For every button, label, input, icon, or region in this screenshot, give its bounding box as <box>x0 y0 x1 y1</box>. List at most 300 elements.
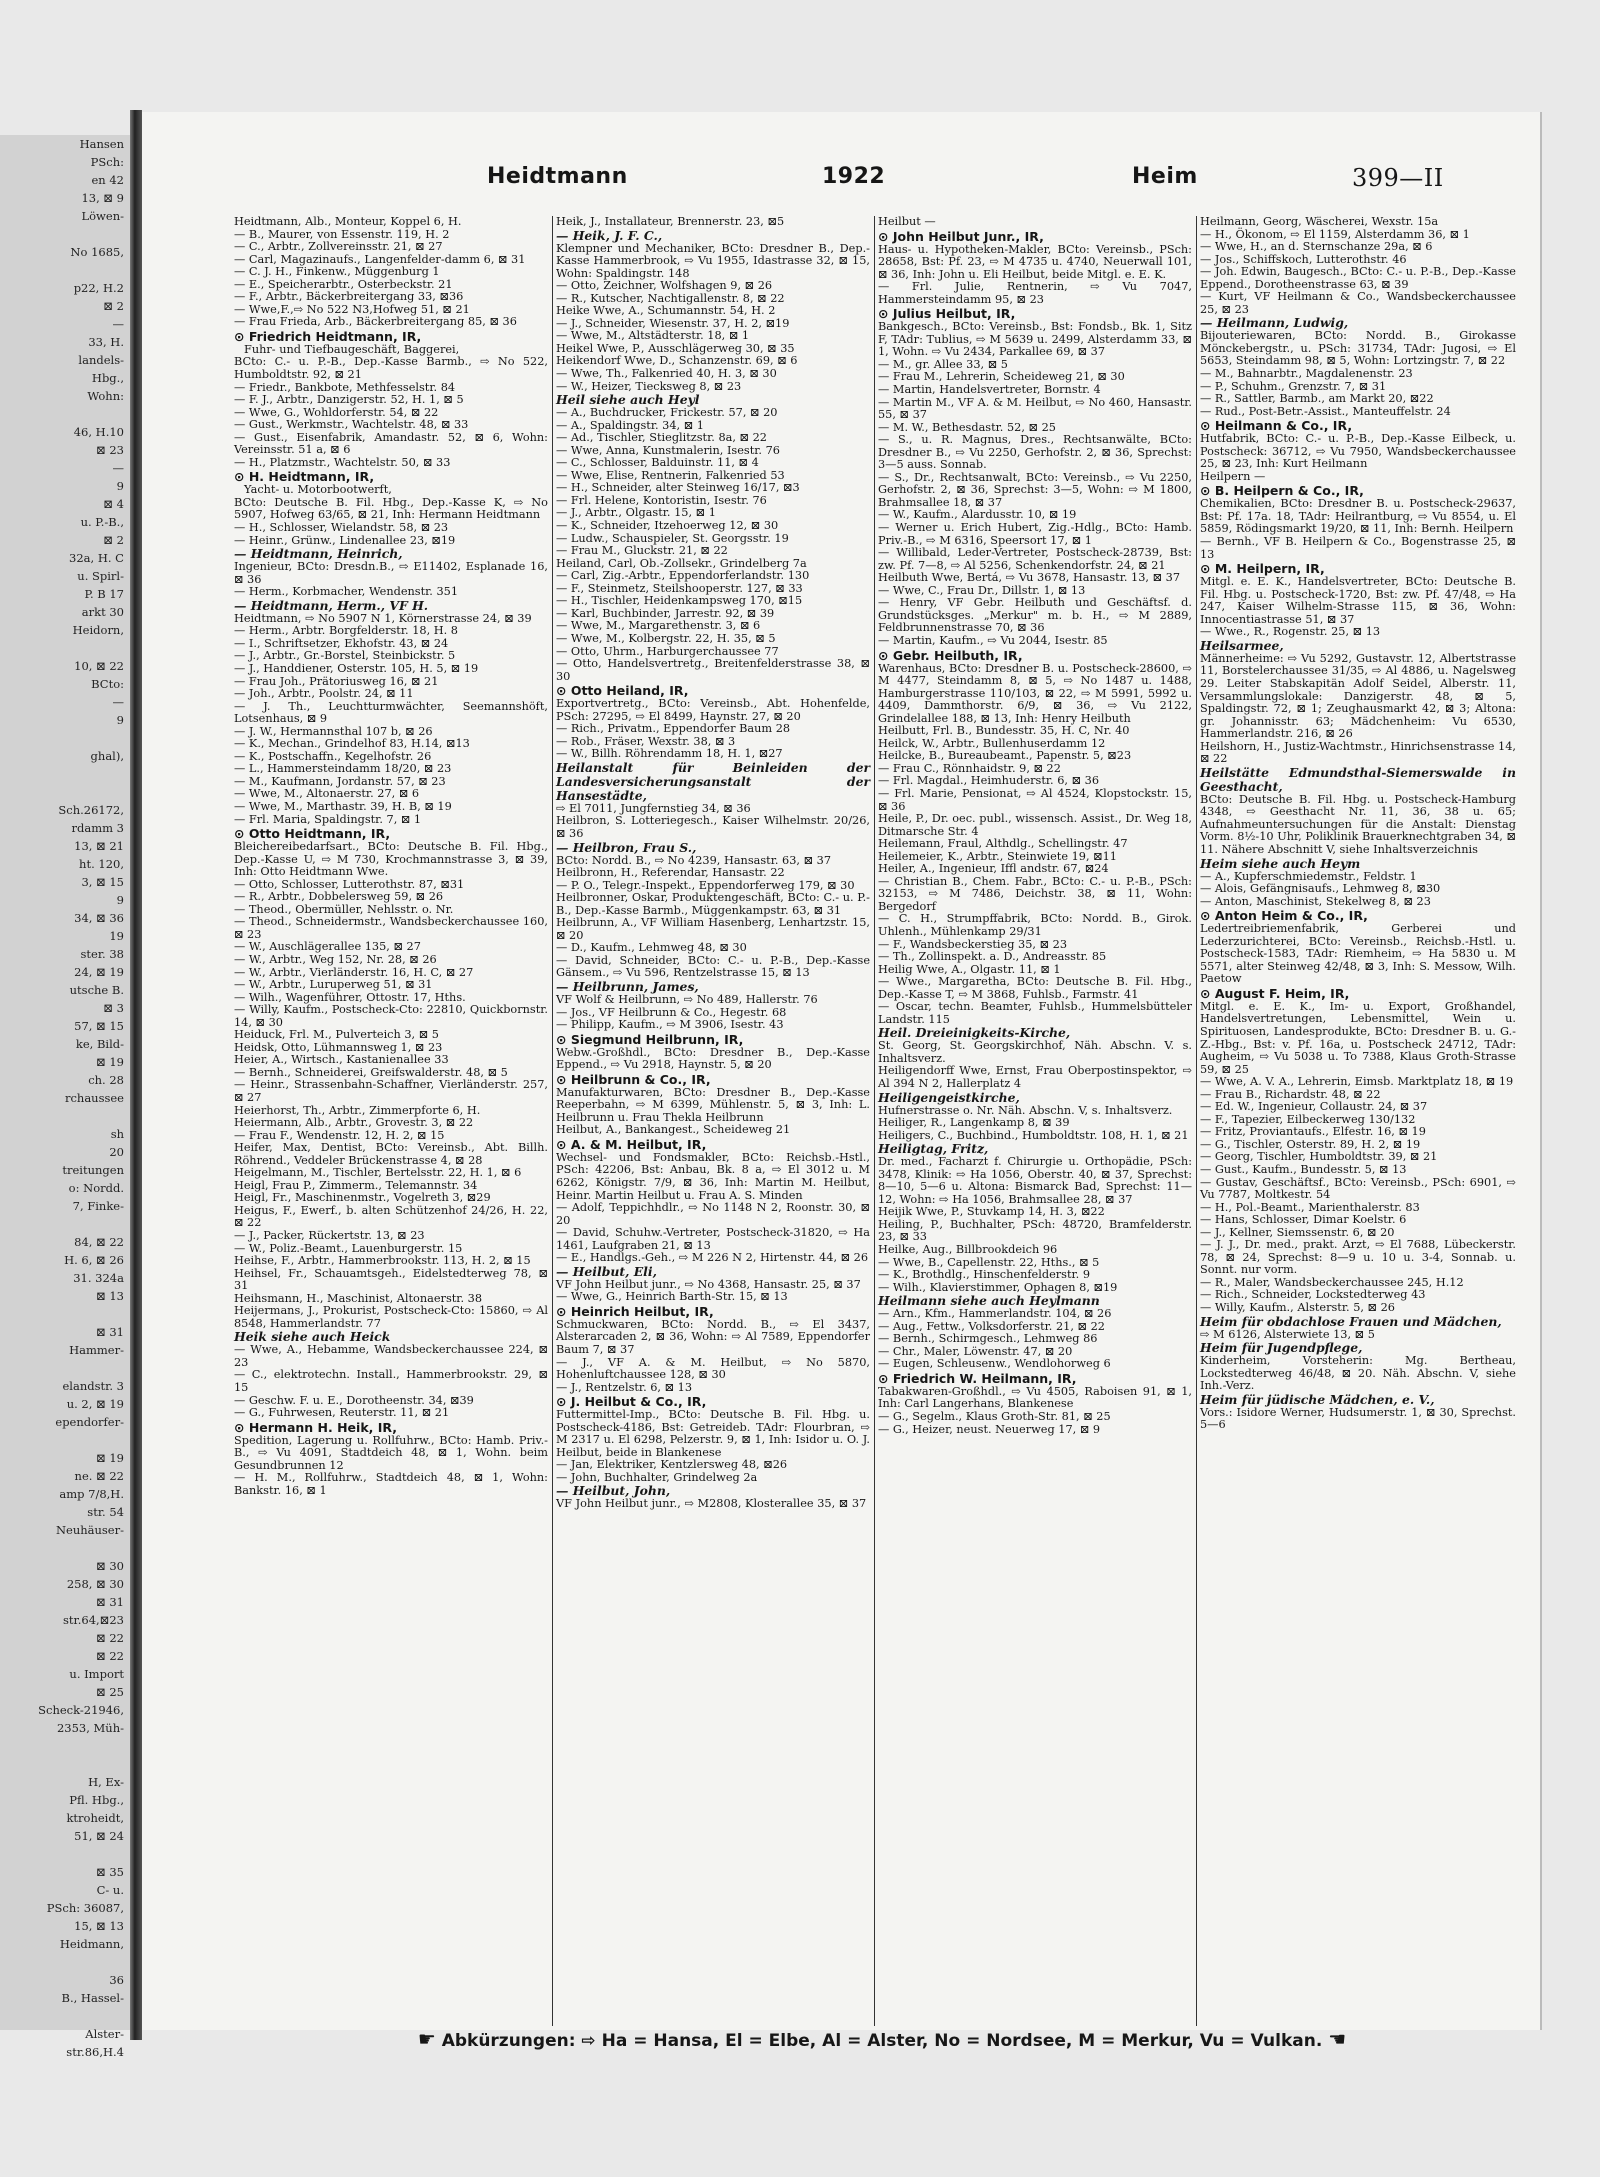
left-page-fragment: H. 6, ⊠ 26 <box>64 1253 124 1267</box>
directory-entry: — Rich., Schneider, Lockstedterweg 43 <box>1200 1288 1426 1302</box>
directory-entry: Haus- u. Hypotheken-Makler, BCto: Vereinsb., PSch: 28658, Bst: Pf. 23, ⇨ M 4735 u. 4740, Neuerwall 101, ⊠ 36, Inh: John u. Eli Heilbut, beide Mitgl. e. E. K. <box>878 242 1192 281</box>
left-page-fragment: Hansen <box>79 137 124 151</box>
directory-entry: — Ad., Tischler, Stieglitzstr. 8a, ⊠ 22 <box>556 431 767 445</box>
directory-entry: ⇨ M 6126, Alsterwiete 13, ⊠ 5 <box>1200 1327 1375 1341</box>
left-page-fragment: 33, H. <box>88 335 124 349</box>
directory-entry: — J., Kellner, Siemssenstr. 6, ⊠ 20 <box>1200 1225 1395 1239</box>
highlighted-entry: — Heilmann, Ludwig, <box>1200 315 1349 331</box>
directory-entry: — P., Schuhm., Grenzstr. 7, ⊠ 31 <box>1200 379 1387 393</box>
left-page-fragment: landels- <box>78 353 124 367</box>
left-page-fragment: H, Ex- <box>88 1775 124 1789</box>
directory-entry: Heifer, Max, Dentist, BCto: Vereinsb., Abt. Billh. Röhrend., Veddeler Brückenstrasse 4, ⊠ 28 <box>234 1141 548 1167</box>
left-page-fragment: utsche B. <box>69 983 124 997</box>
directory-entry: — Rob., Fräser, Wexstr. 38, ⊠ 3 <box>556 734 736 748</box>
highlighted-entry: Heiligengeistkirche, <box>878 1089 1020 1105</box>
left-page-fragment: ⊠ 23 <box>96 443 124 457</box>
directory-entry: — E., Handlgs.-Geh., ⇨ M 226 N 2, Hirtenstr. 44, ⊠ 26 <box>556 1251 869 1265</box>
column-3 <box>874 216 1196 2026</box>
left-page-fragment: PSch: <box>90 155 124 169</box>
directory-entry: — C. J. H., Finkenw., Müggenburg 1 <box>234 265 440 279</box>
directory-entry: Heilbronn, H., Referendar, Hansastr. 22 <box>556 866 785 880</box>
directory-entry: Heidsk, Otto, Lühmannsweg 1, ⊠ 23 <box>234 1040 443 1054</box>
left-page-fragment: BCto: <box>91 677 124 691</box>
directory-entry: — C., elektrotechn. Install., Hammerbrookstr. 29, ⊠ 15 <box>234 1368 548 1395</box>
directory-entry: — A., Kupferschmiedemstr., Feldstr. 1 <box>1200 869 1417 883</box>
directory-entry: — W., Arbtr., Vierländerstr. 16, H. C, ⊠ 27 <box>234 965 474 979</box>
directory-entry: — Jos., Schiffskoch, Lutterothstr. 46 <box>1200 252 1407 266</box>
directory-entry: — S., Dr., Rechtsanwalt, BCto: Vereinsb., ⇨ Vu 2250, Gerhofstr. 2, ⊠ 36, Sprechst: 3—5, Wohn: ⇨ M 1800, Brahmsallee 18, ⊠ 37 <box>878 470 1192 509</box>
left-page-fragment: ktroheidt, <box>66 1811 124 1825</box>
directory-entry: — M., Kaufmann, Jordanstr. 57, ⊠ 23 <box>234 774 446 788</box>
header-year: 1922 <box>822 164 886 189</box>
directory-entry: — H. M., Rollfuhrw., Stadtdeich 48, ⊠ 1, Wohn: Bankstr. 16, ⊠ 1 <box>234 1471 548 1497</box>
directory-entry: BCto: Deutsche B. Fil. Hbg., Dep.-Kasse K, ⇨ No 5907, Hofweg 63/65, ⊠ 21, Inh: Hermann Heidtmann <box>234 495 548 522</box>
directory-page <box>142 112 1540 2051</box>
directory-entry: — W., Heizer, Tiecksweg 8, ⊠ 23 <box>556 379 742 393</box>
directory-entry: Klempner und Mechaniker, BCto: Dresdner B., Dep.-Kasse Hammerbrook, ⇨ Vu 1955, Idastrasse 32, ⊠ 15, Wohn: Spaldingstr. 148 <box>556 241 870 280</box>
directory-entry: — W., Arbtr., Weg 152, Nr. 28, ⊠ 26 <box>234 952 437 966</box>
directory-entry: Heiligers, C., Buchbind., Humboldtstr. 108, H. 1, ⊠ 21 <box>878 1128 1189 1142</box>
directory-entry: Heilbron, S. Lotteriegesch., Kaiser Wilhelmstr. 20/26, ⊠ 36 <box>556 814 870 840</box>
pointing-hand-icon: ☛ <box>417 2027 436 2051</box>
book-gutter <box>130 110 142 2040</box>
directory-entry: — Theod., Obermüller, Nehlsstr. o. Nr. <box>234 902 454 916</box>
left-page-fragment <box>0 1737 130 1755</box>
left-page-fragment <box>0 405 130 423</box>
directory-entry: — Wwe, Anna, Kunstmalerin, Isestr. 76 <box>556 443 780 457</box>
directory-entry: — W., Kaufm., Alardusstr. 10, ⊠ 19 <box>878 508 1077 522</box>
directory-entry: — Henry, VF Gebr. Heilbuth und Geschäftsf. d. Grundstücksges. „Merkur" m. b. H., ⇨ M 2889, Feldbrunnenstrasse 70, ⊠ 36 <box>878 596 1192 635</box>
left-page-fragment: 36 <box>109 1973 124 1987</box>
firm-heading: ⊙ J. Heilbut & Co., IR, <box>556 1394 707 1410</box>
directory-entry: Heihse, F., Arbtr., Hammerbrookstr. 113, H. 2, ⊠ 15 <box>234 1254 531 1268</box>
left-page-fragment: ⊠ 4 <box>103 497 124 511</box>
directory-entry: VF Wolf & Heilbrunn, ⇨ No 489, Hallerstr. 76 <box>556 992 818 1006</box>
directory-entry: — Wwe, Elise, Rentnerin, Falkenried 53 <box>556 468 785 482</box>
left-page-fragment: ⊠ 22 <box>96 1631 124 1645</box>
firm-heading: ⊙ Friedrich Heidtmann, IR, <box>234 328 422 344</box>
directory-entry: — Joh. Edwin, Baugesch., BCto: C.- u. P.-B., Dep.-Kasse Eppend., Dorotheenstrasse 63, ⊠ 39 <box>1200 265 1516 291</box>
directory-entry: — Ludw., Schauspieler, St. Georgsstr. 19 <box>556 531 789 545</box>
header-last-entry: Heim <box>1132 164 1198 189</box>
firm-heading: ⊙ H. Heidtmann, IR, <box>234 469 375 485</box>
directory-entry: — J., VF A. & M. Heilbut, ⇨ No 5870, Hohenluftchaussee 128, ⊠ 30 <box>556 1355 870 1382</box>
directory-entry: — J., Rentzelstr. 6, ⊠ 13 <box>556 1380 693 1394</box>
directory-entry: Heilke, Aug., Billbrookdeich 96 <box>878 1243 1058 1257</box>
left-page-fragment: ⊠ 2 <box>103 533 124 547</box>
directory-entry: — G., Heizer, neust. Neuerweg 17, ⊠ 9 <box>878 1422 1101 1436</box>
directory-entry: — J., Arbtr., Olgastr. 15, ⊠ 1 <box>556 506 716 520</box>
directory-entry: — Frl. Maria, Spaldingstr. 7, ⊠ 1 <box>234 812 422 826</box>
directory-entry: Bankgesch., BCto: Vereinsb., Bst: Fondsb., Bk. 1, Sitz F, TAdr: Tublius, ⇨ M 5639 u. 2499, Alsterdamm 33, ⊠ 1, Wohn. ⇨ Vu 2434, Parkallee 69, ⊠ 37 <box>878 320 1192 359</box>
left-page-fragment: Hbg., <box>91 371 124 385</box>
firm-heading: ⊙ Hermann H. Heik, IR, <box>234 1419 397 1435</box>
directory-entry: Heilbuth Wwe, Bertá, ⇨ Vu 3678, Hansastr. 13, ⊠ 37 <box>878 571 1181 585</box>
directory-entry: ⇨ El 7011, Jungfernstieg 34, ⊠ 36 <box>556 801 751 815</box>
highlighted-entry: Heil. Dreieinigkeits-Kirche, <box>878 1025 1071 1041</box>
left-page-fragment <box>0 783 130 801</box>
directory-entry: — Wwe, M., Altonaerstr. 27, ⊠ 6 <box>234 787 420 801</box>
directory-entry: — Wwe., Margaretha, BCto: Deutsche B. Fil. Hbg., Dep.-Kasse T, ⇨ M 3868, Fuhlsb., Farmstr. 41 <box>878 975 1192 1001</box>
directory-entry: — Wwe, M., Margarethenstr. 3, ⊠ 6 <box>556 619 761 633</box>
directory-entry: Tabakwaren-Großhdl., ⇨ Vu 4505, Raboisen 91, ⊠ 1, Inh: Carl Langerhans, Blankenese <box>878 1384 1192 1411</box>
left-page-fragment: ⊠ 25 <box>96 1685 124 1699</box>
left-page-fragment: ⊠ 13 <box>96 1289 124 1303</box>
directory-entry: — C., Arbtr., Zollvereinsstr. 21, ⊠ 27 <box>234 240 443 254</box>
directory-entry: Ingenieur, BCto: Dresdn.B., ⇨ E11402, Esplanade 16, ⊠ 36 <box>234 560 548 586</box>
left-page-fragment: ⊠ 31 <box>96 1325 124 1339</box>
highlighted-entry: — Heilbrunn, James, <box>556 978 699 994</box>
left-page-fragment <box>0 1755 130 1773</box>
left-page-fragment <box>0 1539 130 1557</box>
left-page-fragment: ⊠ 2 <box>103 299 124 313</box>
directory-entry: VF John Heilbut junr., ⇨ No 4368, Hansastr. 25, ⊠ 37 <box>556 1277 861 1291</box>
directory-entry: Heike Wwe, A., Schumannstr. 54, H. 2 <box>556 304 776 318</box>
highlighted-entry: — Heidtmann, Heinrich, <box>234 546 403 562</box>
directory-entry: — Wwe, G., Heinrich Barth-Str. 15, ⊠ 13 <box>556 1290 788 1304</box>
directory-entry: — Wwe, Th., Falkenried 40, H. 3, ⊠ 30 <box>556 367 777 381</box>
directory-entry: — Frau B., Richardstr. 48, ⊠ 22 <box>1200 1087 1381 1101</box>
directory-entry: — Bernh., VF B. Heilpern & Co., Bogenstrasse 25, ⊠ 13 <box>1200 535 1516 561</box>
left-page-fragment: No 1685, <box>70 245 124 259</box>
directory-entry: — R., Kutscher, Nachtigallenstr. 8, ⊠ 22 <box>556 291 785 305</box>
left-page-fragment <box>0 1431 130 1449</box>
left-page-fragment: 2353, Müh- <box>56 1721 124 1735</box>
highlighted-entry: — Heilbron, Frau S., <box>556 839 697 855</box>
directory-entry: — Th., Zollinspekt. a. D., Andreasstr. 85 <box>878 950 1107 964</box>
directory-entry: — W., Poliz.-Beamt., Lauenburgerstr. 15 <box>234 1241 463 1255</box>
entry-continuation: Yacht- u. Motorbootwerft, <box>244 483 392 497</box>
left-page-fragment: o: Nordd. <box>68 1181 124 1195</box>
directory-entry: — John, Buchhalter, Grindelweg 2a <box>556 1470 758 1484</box>
abbreviation-footer <box>242 2027 1522 2051</box>
directory-entry: — Wwe, G., Wohldorferstr. 54, ⊠ 22 <box>234 405 439 419</box>
directory-entry: Heilbronner, Oskar, Produktengeschäft, BCto: C.- u. P.-B., Dep.-Kasse Barmb., Müggenkampstr. 63, ⊠ 31 <box>556 891 870 917</box>
left-page-fragment: u. 2, ⊠ 19 <box>66 1397 124 1411</box>
entry-continuation: Fuhr- und Tiefbaugeschäft, Baggerei, <box>244 342 460 356</box>
left-page-fragment: ⊠ 30 <box>96 1559 124 1573</box>
left-page-fragment: 31. 324a <box>73 1271 124 1285</box>
directory-entry: — R., Maler, Wandsbeckerchaussee 245, H.12 <box>1200 1275 1464 1289</box>
directory-entry: Kinderheim, Vorsteherin: Mg. Bertheau, Lockstedterweg 46/48, ⊠ 20. Näh. Abschn. V, siehe Inh.-Verz. <box>1200 1354 1516 1393</box>
directory-entry: — J. J., Dr. med., prakt. Arzt, ⇨ El 7688, Lübeckerstr. 78, ⊠ 24, Sprechst: 8—9 u. 10 u. 3-4, Sonnab. u. Sonnt. nur vorm. <box>1200 1238 1516 1277</box>
directory-entry: — Oscar, techn. Beamter, Fuhlsb., Hummelsbütteler Landstr. 115 <box>878 1000 1192 1026</box>
directory-entry: Heilpern — <box>1200 469 1266 483</box>
left-page-fragment: 9 <box>116 893 124 907</box>
directory-entry: — Willy, Kaufm., Postscheck-Cto: 22810, Quickbornstr. 14, ⊠ 30 <box>234 1003 548 1029</box>
highlighted-entry: Heilanstalt für Beinleiden der Landesversicherungsanstalt der Hansestädte, <box>556 759 870 803</box>
directory-entry: BCto: C.- u. P.-B., Dep.-Kasse Barmb., ⇨ No 522, Humboldtstr. 92, ⊠ 21 <box>234 355 548 382</box>
directory-entry: — Werner u. Erich Hubert, Zig.-Hdlg., BCto: Hamb. Priv.-B., ⇨ M 6316, Speersort 17, ⊠ 1 <box>878 521 1192 547</box>
left-page-fragment: Löwen- <box>81 209 124 223</box>
directory-entry: Hutfabrik, BCto: C.- u. P.-B., Dep.-Kasse Eilbeck, u. Postscheck: 36712, ⇨ Vu 7950, Wandsbeckerchaussee 25, ⊠ 23, Inh: Kurt Heilmann <box>1200 432 1516 471</box>
highlighted-entry: Heim für jüdische Mädchen, e. V., <box>1200 1391 1435 1407</box>
directory-entry: Heilemann, Fraul, Althdlg., Schellingstr. 47 <box>878 837 1128 851</box>
directory-entry: — Wwe, M., Altstädterstr. 18, ⊠ 1 <box>556 329 750 343</box>
left-page-fragment: 7, Finke- <box>72 1199 124 1213</box>
directory-entry: Heilcke, B., Bureaubeamt., Papenstr. 5, ⊠23 <box>878 749 1132 763</box>
header-first-entry: Heidtmann <box>487 164 628 189</box>
directory-entry: Hufnerstrasse o. Nr. Näh. Abschn. V, s. Inhaltsverz. <box>878 1103 1173 1117</box>
directory-entry: Dr. med., Facharzt f. Chirurgie u. Orthopädie, PSch: 3478, Klinik: ⇨ Ha 1056, Oberstr. 40, ⊠ 37, Sprechst: 8—10, 5—6 u. Altona: Bismarck Bad, Sprechst: 11—12, Wohn: ⇨ Ha 1056, Brahmsallee 28, ⊠ 37 <box>878 1155 1192 1206</box>
directory-entry: — W., Auschlägerallee 135, ⊠ 27 <box>234 940 421 954</box>
directory-entry: — Herm., Korbmacher, Wendenstr. 351 <box>234 585 459 599</box>
left-page-fragment: 34, ⊠ 36 <box>74 911 124 925</box>
directory-entry: — K., Mechan., Grindelhof 83, H.14, ⊠13 <box>234 737 470 751</box>
directory-entry: — G., Fuhrwesen, Reuterstr. 11, ⊠ 21 <box>234 1406 450 1420</box>
directory-entry: Heigl, Frau P., Zimmerm., Telemannstr. 34 <box>234 1178 478 1192</box>
directory-entry: — F., Wandsbeckerstieg 35, ⊠ 23 <box>878 937 1068 951</box>
directory-entry: — A., Spaldingstr. 34, ⊠ 1 <box>556 418 704 432</box>
firm-heading: ⊙ Otto Heidtmann, IR, <box>234 826 391 842</box>
directory-entry: — R., Sattler, Barmb., am Markt 20, ⊠22 <box>1200 392 1434 406</box>
left-page-fragment: ⊠ 31 <box>96 1595 124 1609</box>
left-page-fragment: Sch.26172, <box>58 803 124 817</box>
directory-entry: Heigelmann, M., Tischler, Bertelsstr. 22, H. 1, ⊠ 6 <box>234 1166 522 1180</box>
firm-heading: ⊙ B. Heilpern & Co., IR, <box>1200 483 1364 499</box>
left-page-fragment: ⊠ 22 <box>96 1649 124 1663</box>
firm-heading: ⊙ August F. Heim, IR, <box>1200 985 1350 1001</box>
left-page-fragment: arkt 30 <box>81 605 124 619</box>
directory-entry: — H., Pol.-Beamt., Marienthalerstr. 83 <box>1200 1200 1420 1214</box>
directory-entry: — Bernh., Schirmgesch., Lehmweg 86 <box>878 1332 1098 1346</box>
directory-entry: — Bernh., Schneiderei, Greifswalderstr. 48, ⊠ 5 <box>234 1065 508 1079</box>
left-page-fragment <box>0 729 130 747</box>
directory-entry: BCto: Nordd. B., ⇨ No 4239, Hansastr. 63, ⊠ 37 <box>556 853 832 867</box>
left-page-fragment <box>0 639 130 657</box>
directory-entry: — Frau Joh., Prätoriusweg 16, ⊠ 21 <box>234 674 439 688</box>
directory-entry: — P. O., Telegr.-Inspekt., Eppendorferweg 179, ⊠ 30 <box>556 878 855 892</box>
firm-heading: ⊙ Siegmund Heilbrunn, IR, <box>556 1031 744 1047</box>
left-page-fragment: 9 <box>116 713 124 727</box>
directory-entry: — K., Brothdlg., Hinschenfelderstr. 9 <box>878 1268 1091 1282</box>
directory-entry: — K., Schneider, Itzehoerweg 12, ⊠ 30 <box>556 519 779 533</box>
left-page-fragment <box>0 261 130 279</box>
left-page-fragment: ne. ⊠ 22 <box>74 1469 124 1483</box>
directory-entry: — H., Platzmstr., Wachtelstr. 50, ⊠ 33 <box>234 455 451 469</box>
directory-entry: — H., Tischler, Heidenkampsweg 170, ⊠15 <box>556 594 803 608</box>
directory-entry: Heilshorn, H., Justiz-Wachtmstr., Hinrichsenstrasse 14, ⊠ 22 <box>1200 739 1516 766</box>
directory-entry: — Frl. Julie, Rentnerin, ⇨ Vu 7047, Hammersteindamm 95, ⊠ 23 <box>878 280 1192 306</box>
highlighted-entry: — Heik, J. F. C., <box>556 227 663 243</box>
left-page-fragment: 51, ⊠ 24 <box>74 1829 124 1843</box>
directory-entry: Ledertreibriemenfabrik, Gerberei und Lederzurichterei, BCto: Vereinsb., Reichsb.-Hstl. u. Postscheck-1583, TAdr: Riemheim, ⇨ Ha 5830 u. M 5571, alter Steinweg 42/48, ⊠ 3, Inh: S. Messow, Wilh. Paetow <box>1200 922 1516 986</box>
left-page-fragment <box>0 765 130 783</box>
directory-entry: Heijik Wwe, P., Stuvkamp 14, H. 3, ⊠22 <box>878 1205 1105 1219</box>
left-page-fragment: P. B 17 <box>84 587 124 601</box>
directory-entry: — Aug., Fettw., Volksdorferstr. 21, ⊠ 22 <box>878 1319 1105 1333</box>
directory-entry: — Wilh., Wagenführer, Ottostr. 17, Hths. <box>234 990 466 1004</box>
directory-entry: — Otto, Handelsvertretg., Breitenfelderstrasse 38, ⊠ 30 <box>556 657 870 683</box>
directory-entry: — Philipp, Kaufm., ⇨ M 3906, Isestr. 43 <box>556 1018 784 1032</box>
directory-entry: — Arn., Kfm., Hammerlandstr. 104, ⊠ 26 <box>878 1307 1112 1321</box>
directory-entry: BCto: Deutsche B. Fil. Hbg. u. Postscheck-Hamburg 4348, ⇨ Geesthacht Nr. 11, 36, 38 u. 65; Aufnahmeuntersuchungen für die Anstalt: Dienstag Vorm. 8½-10 Uhr, Poliklinik Brauerknechtgraben 34, ⊠ 11. Nähere Abschnitt V, siehe Inhaltsverzeichnis <box>1200 792 1516 856</box>
left-page-fragment: str. 54 <box>87 1505 124 1519</box>
directory-entry: — Fritz, Proviantaufs., Elfestr. 16, ⊠ 19 <box>1200 1125 1426 1139</box>
left-page-fragment <box>0 1359 130 1377</box>
directory-entry: Chemikalien, BCto: Dresdner B. u. Postscheck-29637, Bst: Pf. 17a. 18, TAdr: Heilrantburg, ⇨ Vu 8554, u. El 5859, Rödingsmarkt 19/20, ⊠ 11, Inh: Bernh. Heilpern <box>1200 497 1516 536</box>
left-page-fragment: ch. 28 <box>88 1073 124 1087</box>
left-page-fragment: 32a, H. C <box>69 551 124 565</box>
left-page-fragment: 57, ⊠ 15 <box>74 1019 124 1033</box>
directory-entry: Heihsel, Fr., Schauamtsgeh., Eidelstedterweg 78, ⊠ 31 <box>234 1266 548 1293</box>
directory-entry: Heiliger, R., Langenkamp 8, ⊠ 39 <box>878 1116 1070 1130</box>
directory-entry: — Willibald, Leder-Vertreter, Postscheck-28739, Bst: zw. Pf. 7—8, ⇨ Al 5256, Schenkendorfstr. 24, ⊠ 21 <box>878 546 1192 572</box>
directory-entry: Webw.-Großhdl., BCto: Dresdner B., Dep.-Kasse Eppend., ⇨ Vu 2918, Haynstr. 5, ⊠ 20 <box>556 1045 870 1072</box>
directory-entry: Heik, J., Installateur, Brennerstr. 23, ⊠5 <box>556 215 785 228</box>
directory-entry: Heier, A., Wirtsch., Kastanienallee 33 <box>234 1053 449 1067</box>
directory-entry: — Jan, Elektriker, Kentzlersweg 48, ⊠26 <box>556 1458 788 1472</box>
directory-entry: — Anton, Maschinist, Stekelweg 8, ⊠ 23 <box>1200 894 1431 908</box>
firm-heading: ⊙ M. Heilpern, IR, <box>1200 561 1325 577</box>
highlighted-entry: Heil siehe auch Heyl <box>556 392 700 408</box>
directory-entry: — Otto, Uhrm., Harburgerchaussee 77 <box>556 644 779 658</box>
firm-heading: ⊙ Anton Heim & Co., IR, <box>1200 908 1368 924</box>
directory-entry: Heijermans, J., Prokurist, Postscheck-Cto: 15860, ⇨ Al 8548, Hammerlandstr. 77 <box>234 1304 548 1330</box>
left-page-fragment: u. Import <box>69 1667 124 1681</box>
left-page-fragment: 9 <box>116 479 124 493</box>
left-page-fragment: ⊠ 3 <box>103 1001 124 1015</box>
directory-entry: Heile, P., Dr. oec. publ., wissensch. Assist., Dr. Weg 18, Ditmarsche Str. 4 <box>878 812 1192 838</box>
firm-heading: ⊙ Heinrich Heilbut, IR, <box>556 1303 714 1319</box>
directory-entry: — Wwe, H., an d. Sternschanze 29a, ⊠ 6 <box>1200 240 1433 254</box>
directory-entry: — F., Steinmetz, Steilshooperstr. 127, ⊠ 33 <box>556 581 803 595</box>
entry-columns <box>230 216 1520 2026</box>
directory-entry: — K., Postschaffn., Kegelhofstr. 26 <box>234 749 432 763</box>
left-page-fragment: rdamm 3 <box>71 821 124 835</box>
left-page-fragment <box>0 1107 130 1125</box>
left-page-fragment: 20 <box>109 1145 124 1159</box>
column-4 <box>1196 216 1520 2026</box>
directory-entry: Heilbut, A., Bankangest., Scheideweg 21 <box>556 1123 791 1137</box>
left-page-fragment <box>0 1953 130 1971</box>
directory-entry: Heilbutt, Frl. B., Bundesstr. 35, H. C, Nr. 40 <box>878 724 1130 738</box>
firm-heading: ⊙ Julius Heilbut, IR, <box>878 306 1016 322</box>
left-page-fragment: 84, ⊠ 22 <box>74 1235 124 1249</box>
left-page-fragment: — <box>112 695 124 709</box>
directory-entry: Bijouteriewaren, BCto: Nordd. B., Girokasse Mönckebergstr., u. PSch: 31734, TAdr: Jugosi, ⇨ El 5653, Steindamm 98, ⊠ 5, Wohn: Lortzingstr. 7, ⊠ 22 <box>1200 329 1516 368</box>
left-page-fragment: ster. 38 <box>80 947 124 961</box>
directory-entry: — A., Buchdrucker, Frickestr. 57, ⊠ 20 <box>556 406 778 420</box>
left-page-fragment: — <box>112 461 124 475</box>
directory-entry: — Gust., Werkmstr., Wachtelstr. 48, ⊠ 33 <box>234 418 469 432</box>
highlighted-entry: Heik siehe auch Heick <box>234 1329 391 1345</box>
directory-entry: — Christian B., Chem. Fabr., BCto: C.- u. P.-B., PSch: 32153, ⇨ M 7486, Deichstr. 38, ⊠ 11, Wohn: Bergedorf <box>878 874 1192 913</box>
directory-entry: Futtermittel-Imp., BCto: Deutsche B. Fil. Hbg. u. Postscheck-4186, Bst: Getreideb. TAdr: Flourbran, ⇨ M 2317 u. El 6298, Pelzerstr. 9, ⊠ 1, Inh: Isidor u. O. J. Heilbut, beide in Blankenese <box>556 1408 870 1459</box>
highlighted-entry: Heilstätte Edmundsthal-Siemerswalde in Geesthacht, <box>1200 764 1516 794</box>
directory-entry: Heiermann, Alb., Arbtr., Grovestr. 3, ⊠ 22 <box>234 1116 474 1130</box>
directory-entry: — Frau F., Wendenstr. 12, H. 2, ⊠ 15 <box>234 1128 445 1142</box>
directory-entry: Heiligendorff Wwe, Ernst, Frau Oberpostinspektor, ⇨ Al 394 N 2, Hallerplatz 4 <box>878 1064 1192 1090</box>
directory-entry: — Wilh., Klavierstimmer, Ophagen 8, ⊠19 <box>878 1280 1118 1294</box>
directory-entry: — Martin, Handelsvertreter, Bornstr. 4 <box>878 383 1101 397</box>
directory-entry: — Rich., Privatm., Eppendorfer Baum 28 <box>556 722 791 736</box>
directory-entry: St. Georg, St. Georgskirchhof, Näh. Abschn. V. s. Inhaltsverz. <box>878 1039 1192 1065</box>
directory-entry: — M., Bahnarbtr., Magdalenenstr. 23 <box>1200 367 1413 381</box>
highlighted-entry: Heiligtag, Fritz, <box>878 1141 989 1157</box>
directory-entry: — Carl, Zig.-Arbtr., Eppendorferlandstr. 130 <box>556 569 810 583</box>
directory-entry: — D., Kaufm., Lehmweg 48, ⊠ 30 <box>556 941 747 955</box>
firm-heading: ⊙ Gebr. Heilbuth, IR, <box>878 647 1023 663</box>
directory-entry: — Kurt, VF Heilmann & Co., Wandsbeckerchaussee 25, ⊠ 23 <box>1200 290 1516 316</box>
left-page-fragment: en 42 <box>91 173 124 187</box>
directory-entry: — I., Schriftsetzer, Ekhofstr. 43, ⊠ 24 <box>234 636 449 650</box>
directory-entry: Heidtmann, Alb., Monteur, Koppel 6, H. <box>234 215 462 228</box>
highlighted-entry: Heim für Jugendpflege, <box>1200 1340 1363 1356</box>
previous-page-margin <box>0 135 130 2059</box>
directory-entry: — M. W., Bethesdastr. 52, ⊠ 25 <box>878 420 1056 434</box>
left-page-fragment: ependorfer- <box>55 1415 124 1429</box>
left-page-fragment <box>0 2007 130 2025</box>
directory-entry: — Frl. Helene, Kontoristin, Isestr. 76 <box>556 493 767 507</box>
running-header <box>142 112 1540 198</box>
directory-entry: — R., Arbtr., Dobbelersweg 59, ⊠ 26 <box>234 890 444 904</box>
directory-entry: — Wwe, M., Marthastr. 39, H. B, ⊠ 19 <box>234 799 452 813</box>
directory-entry: — Eugen, Schleusenw., Wendlohorweg 6 <box>878 1357 1111 1371</box>
directory-entry: VF John Heilbut junr., ⇨ M2808, Klosterallee 35, ⊠ 37 <box>556 1497 867 1511</box>
directory-entry: Warenhaus, BCto: Dresdner B. u. Postscheck-28600, ⇨ M 4477, Steindamm 8, ⊠ 5, ⇨ No 1487 u. 1488, Hamburgerstrasse 110/103, ⊠ 22, ⇨ M 5991, 5992 u. 4409, Dammthorstr. 6/9, ⊠ 36, ⇨ Vu 2122, Grindelallee 188, ⊠ 13, Inh: Henry Heilbuth <box>878 661 1192 725</box>
directory-entry: — Rud., Post-Betr.-Assist., Manteuffelstr. 24 <box>1200 404 1451 418</box>
directory-entry: — Chr., Maler, Löwenstr. 47, ⊠ 20 <box>878 1344 1073 1358</box>
left-page-fragment: 19 <box>109 929 124 943</box>
firm-heading: ⊙ A. & M. Heilbut, IR, <box>556 1136 707 1152</box>
column-1 <box>230 216 552 2026</box>
directory-entry: — J., Arbtr., Gr.-Borstel, Steinbickstr. 5 <box>234 649 456 663</box>
directory-entry: — Heinr., Strassenbahn-Schaffner, Vierländerstr. 257, ⊠ 27 <box>234 1078 548 1104</box>
directory-entry: — Theod., Schneidermstr., Wandsbeckerchaussee 160, ⊠ 23 <box>234 915 548 941</box>
directory-entry: — Adolf, Teppichhdlr., ⇨ No 1148 N 2, Roonstr. 30, ⊠ 20 <box>556 1201 870 1227</box>
highlighted-entry: Heim siehe auch Heym <box>1200 855 1361 871</box>
directory-entry: Mitgl. e. E. K., Handelsvertreter, BCto: Deutsche B. Fil. Hbg. u. Postscheck-1720, Bst: zw. Pf. 47/48, ⇨ Ha 247, Kaiser Wilhelm-Strasse 115, ⊠ 36, Wohn: Innocentiastrasse 51, ⊠ 37 <box>1200 575 1516 626</box>
left-page-fragment: 46, H.10 <box>73 425 124 439</box>
left-page-fragment: ghal), <box>90 749 124 763</box>
directory-entry: Heilck, W., Arbtr., Bullenhuserdamm 12 <box>878 736 1106 750</box>
directory-entry: Heidtmann, ⇨ No 5907 N 1, Körnerstrasse 24, ⊠ 39 <box>234 611 532 625</box>
directory-entry: Heigus, F., Ewerf., b. alten Schützenhof 24/26, H. 22, ⊠ 22 <box>234 1203 548 1230</box>
left-page-fragment: 15, ⊠ 13 <box>74 1919 124 1933</box>
directory-entry: — H., Schlosser, Wielandstr. 58, ⊠ 23 <box>234 521 449 535</box>
directory-entry: — J., Handdiener, Osterstr. 105, H. 5, ⊠ 19 <box>234 661 479 675</box>
left-page-fragment: elandstr. 3 <box>62 1379 124 1393</box>
left-page-fragment: str.64,⊠23 <box>63 1613 124 1627</box>
left-page-fragment: p22, H.2 <box>73 281 124 295</box>
directory-entry: — E., Speicherarbtr., Osterbeckstr. 21 <box>234 277 453 291</box>
highlighted-entry: Heim für obdachlose Frauen und Mädchen, <box>1200 1313 1502 1329</box>
left-page-fragment: 10, ⊠ 22 <box>74 659 124 673</box>
directory-entry: — J. W., Hermannsthal 107 b, ⊠ 26 <box>234 724 433 738</box>
left-page-fragment: — <box>112 317 124 331</box>
highlighted-entry: — Heidtmann, Herm., VF H. <box>234 597 429 613</box>
directory-entry: — C. H., Strumpffabrik, BCto: Nordd. B., Girok. Uhlenh., Mühlenkamp 29/31 <box>878 912 1192 938</box>
directory-entry: — G., Segelm., Klaus Groth-Str. 81, ⊠ 25 <box>878 1410 1111 1424</box>
directory-entry: — David, Schneider, BCto: C.- u. P.-B., Dep.-Kasse Gänsem., ⇨ Vu 596, Rentzelstrasse 15, ⊠ 13 <box>556 953 870 980</box>
directory-entry: — C., Schlosser, Balduinstr. 11, ⊠ 4 <box>556 456 759 470</box>
highlighted-entry: — Heilbut, Eli, <box>556 1263 657 1279</box>
directory-entry: — Wwe,F.,⇨ No 522 N3,Hofweg 51, ⊠ 21 <box>234 302 470 316</box>
left-page-fragment: treitungen <box>62 1163 124 1177</box>
directory-entry: — F. J., Arbtr., Danzigerstr. 52, H. 1, ⊠ 5 <box>234 393 464 407</box>
directory-entry: — W., Billh. Röhrendamm 18, H. 1, ⊠27 <box>556 747 783 761</box>
left-page-fragment: Wohn: <box>87 389 124 403</box>
directory-entry: Heihsmann, H., Maschinist, Altonaerstr. 38 <box>234 1291 483 1305</box>
left-page-fragment: Alster- <box>85 2027 124 2041</box>
directory-entry: Exportvertretg., BCto: Vereinsb., Abt. Hohenfelde, PSch: 27295, ⇨ El 8499, Haynstr. 27, ⊠ 20 <box>556 697 870 723</box>
directory-entry: — Otto, Schlosser, Lutterothstr. 87, ⊠31 <box>234 877 465 891</box>
directory-entry: — Alois, Gefängnisaufs., Lehmweg 8, ⊠30 <box>1200 882 1441 896</box>
directory-entry: — Frl. Magdal., Heimhuderstr. 6, ⊠ 36 <box>878 774 1100 788</box>
left-page-fragment: B., Hassel- <box>61 1991 124 2005</box>
directory-entry: Schmuckwaren, BCto: Nordd. B., ⇨ El 3437, Alsterarcaden 2, ⊠ 36, Wohn: ⇨ Al 7589, Eppendorfer Baum 7, ⊠ 37 <box>556 1317 870 1357</box>
